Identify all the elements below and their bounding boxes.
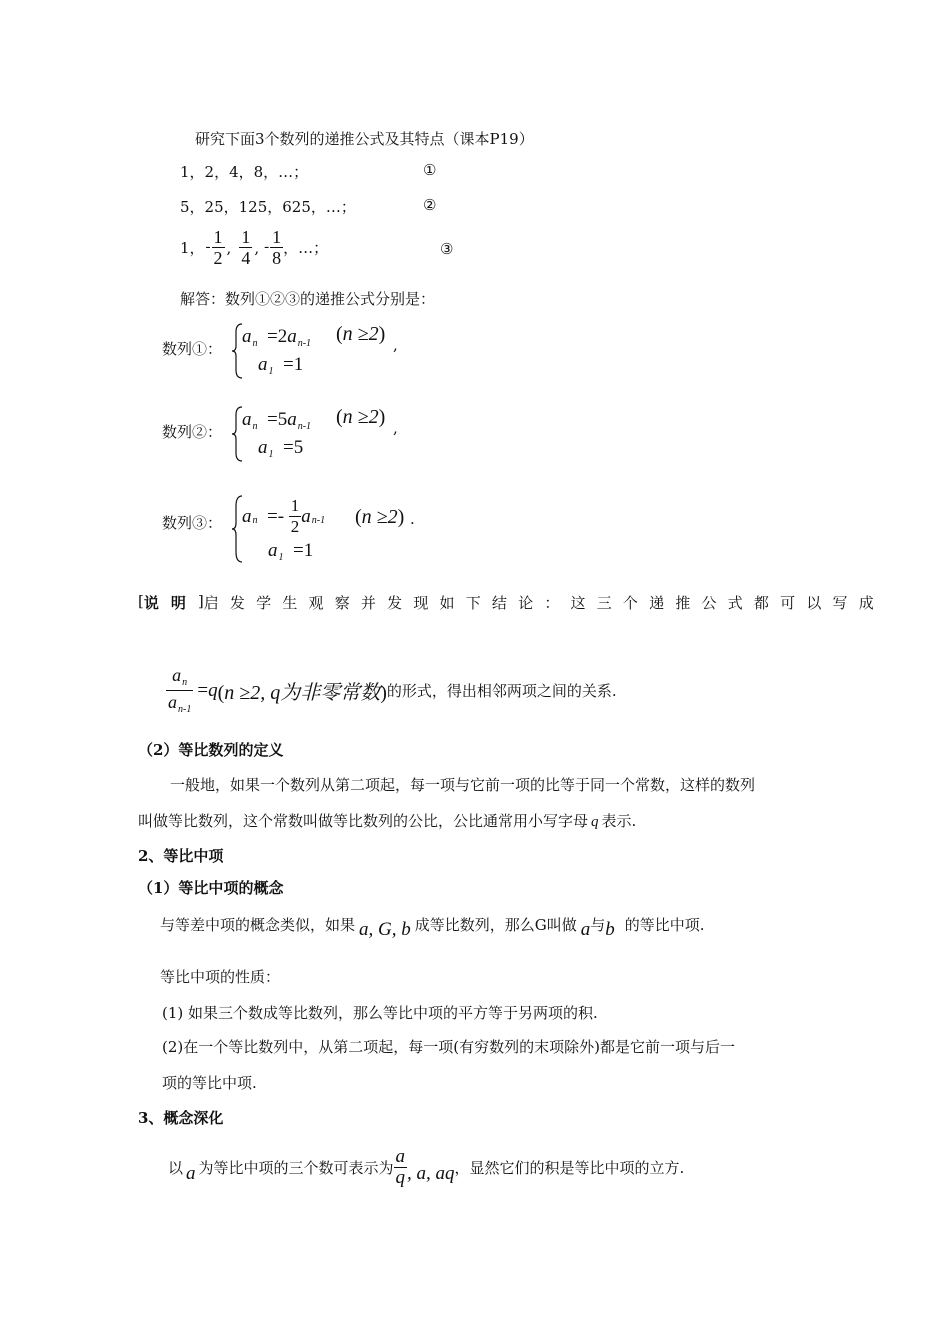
sequence-3-fraction-1: $\frac{1}{2}$ [213, 227, 223, 268]
intro-text: 研究下面3个数列的递推公式及其特点（课本P19） [195, 130, 534, 148]
note-line [138, 592, 885, 613]
section-3-heading: 3、概念深化 [138, 1109, 224, 1127]
system-2-label: 数列②： [162, 423, 223, 441]
property-2-line-1: (2)在一个等比数列中，从第二项起，每一项(有穷数列的末项除外)都是它前一项与后一 [162, 1038, 735, 1056]
system-1-condition: (n ≥2) [336, 323, 386, 345]
note-text: 启发学生观察并发现如下结论：这三个递推公式都可以写成 [203, 594, 885, 612]
ratio-condition: (n ≥2, q为非零常数) [217, 682, 387, 704]
definition-heading: （2）等比数列的定义 [138, 741, 284, 759]
definition-line-1: 一般地，如果一个数列从第二项起，每一项与它前一项的比等于同一个常数，这样的数列 [170, 776, 756, 794]
sequence-1-mark: ① [423, 161, 437, 179]
sequence-3-fraction-2: $\frac{1}{4}$ [241, 227, 251, 268]
sequence-1: 1，2，4，8，…； [180, 163, 309, 181]
property-1: (1) 如果三个数成等比数列，那么等比中项的平方等于另两项的积. [162, 1004, 598, 1022]
system-3-label: 数列③： [162, 514, 223, 532]
ratio-tail: 的形式，得出相邻两项之间的关系. [386, 682, 617, 700]
sequence-2: 5，25，125，625，…； [180, 198, 356, 216]
deepening-text: 以 a 为等比中项的三个数可表示为 $\frac{a}{q}$ , a, aq ，显然它们的积是等比中项的立方. [168, 1146, 685, 1188]
sequence-3: 1， - $\frac{1}{2}$ , $\frac{1}{4}$ , - $\frac{1}{8}$ ，…； [180, 227, 329, 268]
ratio-formula: $\frac{a_n}{a_{n-1}}$ =q (n ≥2, q为非零常数) 的形式，得出相邻两项之间的关系. [168, 665, 617, 715]
sequence-3-lead: 1， [180, 239, 205, 257]
property-title: 等比中项的性质： [160, 968, 281, 986]
sequence-3-fraction-3: $\frac{1}{8}$ [272, 227, 282, 268]
property-2-line-2: 项的等比中项. [162, 1074, 257, 1092]
system-3-condition: (n ≥2) [355, 506, 405, 528]
system-1-recurrence: $a_n =2a_{n-1}$ [242, 326, 312, 349]
sequence-3-mark: ③ [440, 240, 454, 258]
note-bracket-open: [ [138, 592, 144, 610]
system-3-recurrence: a n =- $\frac{1}{2}$ a n-1 [242, 496, 326, 536]
system-1-initial: $a_1 =1$ [258, 354, 304, 377]
system-2-recurrence: $a_n =5a_{n-1}$ [242, 409, 312, 432]
sequence-2-mark: ② [423, 196, 437, 214]
system-2-condition: (n ≥2) [336, 406, 386, 428]
system-1-end: , [393, 336, 398, 354]
system-1-label: 数列①： [162, 340, 223, 358]
system-3-fraction: $\frac{1}{2}$ [290, 496, 300, 536]
system-3-initial: $a_1 =1$ [268, 540, 314, 563]
sequence-3-tail: ，…； [283, 239, 329, 257]
geometric-mean-definition: 与等差中项的概念类似，如果 a, G, b 成等比数列，那么G叫做 a 与 b 的等比中项. [160, 916, 705, 940]
deepening-fraction: $\frac{a}{q}$ [395, 1146, 406, 1188]
section-2-subheading: （1）等比中项的概念 [138, 879, 284, 897]
section-2-heading: 2、等比中项 [138, 847, 224, 865]
ratio-fraction: $\frac{a_n}{a_{n-1}}$ [168, 665, 192, 715]
system-3-end: . [410, 510, 415, 528]
note-label: 说明 [143, 594, 198, 612]
system-2-initial: $a_1 =5$ [258, 437, 304, 460]
note-bracket-close: ] [197, 592, 204, 610]
answer-text: 解答：数列①②③的递推公式分别是： [180, 290, 436, 308]
system-2-end: , [393, 419, 398, 437]
definition-line-2: 叫做等比数列，这个常数叫做等比数列的公比，公比通常用小写字母 q 表示. [138, 812, 637, 830]
